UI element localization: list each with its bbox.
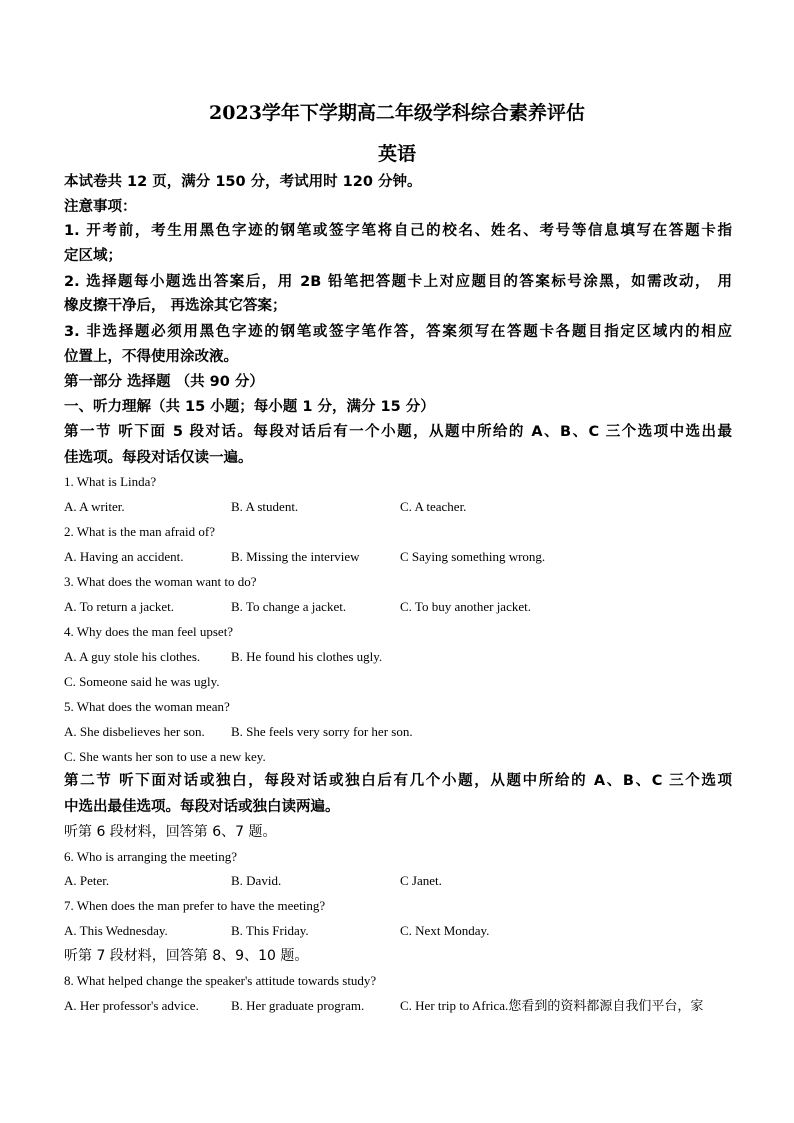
question-6-option-a: A. Peter. [64,873,110,888]
question-7-stem: 7. When does the man prefer to have the meeting? [64,898,326,913]
note-1-line-2: 定区域； [64,248,122,264]
question-8-option-b: B. Her graduate program. [231,998,365,1013]
question-4-option-c: C. Someone said he was ugly. [64,674,220,689]
note-2-line-1: 2. 选择题每小题选出答案后，用 2B 铅笔把答题卡上对应题目的答案标号涂黑，如需改动， 用 [64,274,732,290]
question-4-stem: 4. Why does the man feel upset? [64,624,234,639]
question-2-option-b: B. Missing the interview [231,549,360,564]
question-5-stem: 5. What does the woman mean? [64,699,230,714]
exam-info: 本试卷共 12 页，满分 150 分，考试用时 120 分钟。 [64,174,422,190]
trailing-notice-text: 您看到的资料都源自我们平台，家 [508,999,704,1014]
question-2-option-c: C Saying something wrong. [400,549,546,564]
question-4-option-a: A. A guy stole his clothes. [64,649,201,664]
question-4-option-b: B. He found his clothes ugly. [231,649,383,664]
question-1-option-c: C. A teacher. [400,499,467,514]
question-8-option-a: A. Her professor's advice. [64,998,199,1013]
question-5-option-b: B. She feels very sorry for her son. [231,724,413,739]
question-3-option-c: C. To buy another jacket. [400,599,531,614]
section-one-line-1: 第一节 听下面 5 段对话。每段对话后有一个小题，从题中所给的 A、B、C 三个选项中选出最 [64,424,732,440]
question-8-option-c: C. Her trip to Africa. [400,998,509,1013]
question-7-option-a: A. This Wednesday. [64,923,168,938]
section-two-line-2: 中选出最佳选项。每段对话或独白读两遍。 [64,799,340,815]
question-8-stem: 8. What helped change the speaker's attitude towards study? [64,973,377,988]
question-6-stem: 6. Who is arranging the meeting? [64,849,238,864]
question-3-option-a: A. To return a jacket. [64,599,175,614]
exam-title: 2023学年下学期高二年级学科综合素养评估 [209,102,585,124]
material-6-instruction: 听第 6 段材料，回答第 6、7 题。 [64,824,277,840]
notes-title: 注意事项： [64,199,137,215]
question-6-option-c: C Janet. [400,873,442,888]
question-2-option-a: A. Having an accident. [64,549,184,564]
part-one-heading: 第一部分 选择题 （共 90 分） [64,374,264,390]
question-8-option-c-row [400,996,703,1017]
question-1-option-b: B. A student. [231,499,299,514]
question-7-option-b: B. This Friday. [231,923,309,938]
question-5-option-c: C. She wants her son to use a new key. [64,749,266,764]
question-7-option-c: C. Next Monday. [400,923,490,938]
note-1-line-1: 1. 开考前，考生用黑色字迹的钢笔或签字笔将自己的校名、姓名、考号等信息填写在答题卡指 [64,223,732,239]
note-3-line-2: 位置上，不得使用涂改液。 [64,349,238,365]
question-3-stem: 3. What does the woman want to do? [64,574,257,589]
question-6-option-b: B. David. [231,873,282,888]
question-1-stem: 1. What is Linda? [64,474,157,489]
material-7-instruction: 听第 7 段材料，回答第 8、9、10 题。 [64,948,309,964]
question-1-option-a: A. A writer. [64,499,125,514]
subject-title: 英语 [377,143,416,165]
note-3-line-1: 3. 非选择题必须用黑色字迹的钢笔或签字笔作答，答案须写在答题卡各题目指定区域内的相应 [64,324,732,340]
question-2-stem: 2. What is the man afraid of? [64,524,216,539]
section-two-line-1: 第二节 听下面对话或独白，每段对话或独白后有几个小题，从题中所给的 A、B、C 三个选项 [64,773,732,789]
question-3-option-b: B. To change a jacket. [231,599,347,614]
section-one-line-2: 佳选项。每段对话仅读一遍。 [64,450,253,466]
listening-heading: 一、听力理解（共 15 小题；每小题 1 分，满分 15 分） [64,399,435,415]
note-2-line-2: 橡皮擦干净后， 再选涂其它答案； [64,298,287,314]
question-5-option-a: A. She disbelieves her son. [64,724,205,739]
